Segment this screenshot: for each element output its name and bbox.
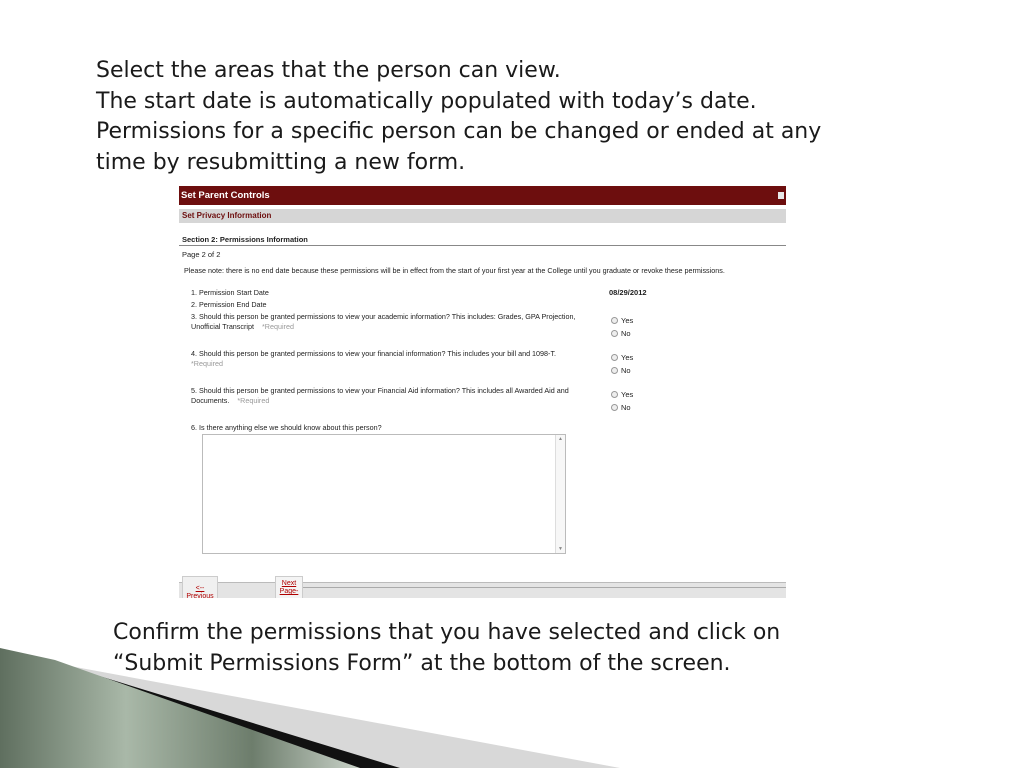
academic-yes-radio[interactable] bbox=[611, 316, 633, 325]
radio-label: Yes bbox=[621, 390, 634, 399]
instruction-line: The start date is automatically populated with today’s date. bbox=[96, 88, 757, 114]
radio-icon[interactable] bbox=[611, 330, 618, 337]
academic-no-radio[interactable] bbox=[611, 329, 631, 338]
window-control-icon[interactable] bbox=[778, 192, 784, 199]
question-start-date: 1. Permission Start Date bbox=[191, 288, 269, 297]
swoosh-green-band bbox=[0, 648, 360, 768]
question-text: Documents. bbox=[191, 395, 230, 405]
start-date-value: 08/29/2012 bbox=[609, 288, 647, 297]
question-financial bbox=[191, 349, 556, 368]
radio-label: No bbox=[621, 366, 631, 375]
instruction-line: Permissions for a specific person can be changed or ended at any bbox=[96, 119, 822, 144]
instruction-line: time by resubmitting a new form. bbox=[96, 149, 466, 175]
previous-label: Previous bbox=[186, 593, 214, 598]
notes-textarea[interactable] bbox=[202, 434, 566, 554]
radio-label: Yes bbox=[621, 353, 634, 362]
question-academic bbox=[191, 312, 575, 331]
question-text: 5. Should this person be granted permissions to view your Financial Aid information? This includes all Awarded Aid and bbox=[191, 386, 569, 395]
question-text-cont bbox=[191, 396, 569, 406]
question-text: 3. Should this person be granted permissions to view your academic information? This includes: Grades, GPA Projection, bbox=[191, 312, 576, 321]
financial-no-radio[interactable] bbox=[611, 366, 631, 375]
decorative-corner-swoosh bbox=[0, 620, 1024, 768]
confirm-line: Confirm the permissions that you have selected and click on bbox=[113, 620, 781, 645]
radio-icon[interactable] bbox=[611, 391, 618, 398]
question-text: Unofficial Transcript bbox=[191, 321, 254, 331]
question-text: 4. Should this person be granted permissions to view your financial information? This includes your bill and 1098-T. bbox=[191, 349, 557, 358]
form-footer-bar bbox=[179, 582, 786, 598]
textarea-scrollbar[interactable] bbox=[555, 435, 565, 553]
form-title: Set Parent Controls bbox=[181, 190, 270, 201]
required-label: *Required bbox=[261, 321, 294, 331]
form-screenshot bbox=[179, 186, 786, 598]
radio-icon[interactable] bbox=[611, 354, 618, 361]
next-label: Next bbox=[281, 580, 297, 587]
section-heading: Section 2: Permissions Information bbox=[182, 235, 308, 244]
financial-yes-radio[interactable] bbox=[611, 353, 633, 362]
required-label: *Required bbox=[237, 395, 270, 405]
question-end-date: 2. Permission End Date bbox=[191, 300, 267, 309]
radio-icon[interactable] bbox=[611, 317, 618, 324]
previous-arrow: <-- bbox=[195, 585, 205, 592]
next-page-button[interactable] bbox=[275, 576, 303, 598]
next-label-cont: Page- bbox=[279, 588, 299, 595]
aid-no-radio[interactable] bbox=[611, 403, 631, 412]
instruction-line: Select the areas that the person can view. bbox=[96, 58, 561, 83]
permissions-note: Please note: there is no end date because these permissions will be in effect from the start of your first year at the College until you graduate or revoke these permissions. bbox=[184, 266, 725, 275]
radio-icon[interactable] bbox=[611, 367, 618, 374]
divider bbox=[303, 587, 786, 588]
radio-label: No bbox=[621, 403, 631, 412]
radio-label: No bbox=[621, 329, 631, 338]
page-indicator: Page 2 of 2 bbox=[182, 250, 221, 259]
confirm-line: “Submit Permissions Form” at the bottom of the screen. bbox=[113, 650, 731, 676]
aid-yes-radio[interactable] bbox=[611, 390, 633, 399]
radio-label: Yes bbox=[621, 316, 634, 325]
divider bbox=[179, 245, 786, 246]
radio-icon[interactable] bbox=[611, 404, 618, 411]
question-financial-aid bbox=[191, 386, 569, 405]
scroll-up-icon[interactable]: ▲ bbox=[558, 436, 563, 442]
required-label: *Required bbox=[191, 358, 223, 368]
form-title-bar bbox=[179, 186, 786, 205]
instructions-text bbox=[96, 56, 976, 178]
question-other: 6. Is there anything else we should know about this person? bbox=[191, 423, 382, 432]
previous-button[interactable] bbox=[182, 576, 218, 598]
form-subtitle: Set Privacy Information bbox=[179, 209, 786, 223]
scroll-down-icon[interactable]: ▼ bbox=[558, 546, 563, 552]
question-text-cont bbox=[191, 322, 575, 332]
